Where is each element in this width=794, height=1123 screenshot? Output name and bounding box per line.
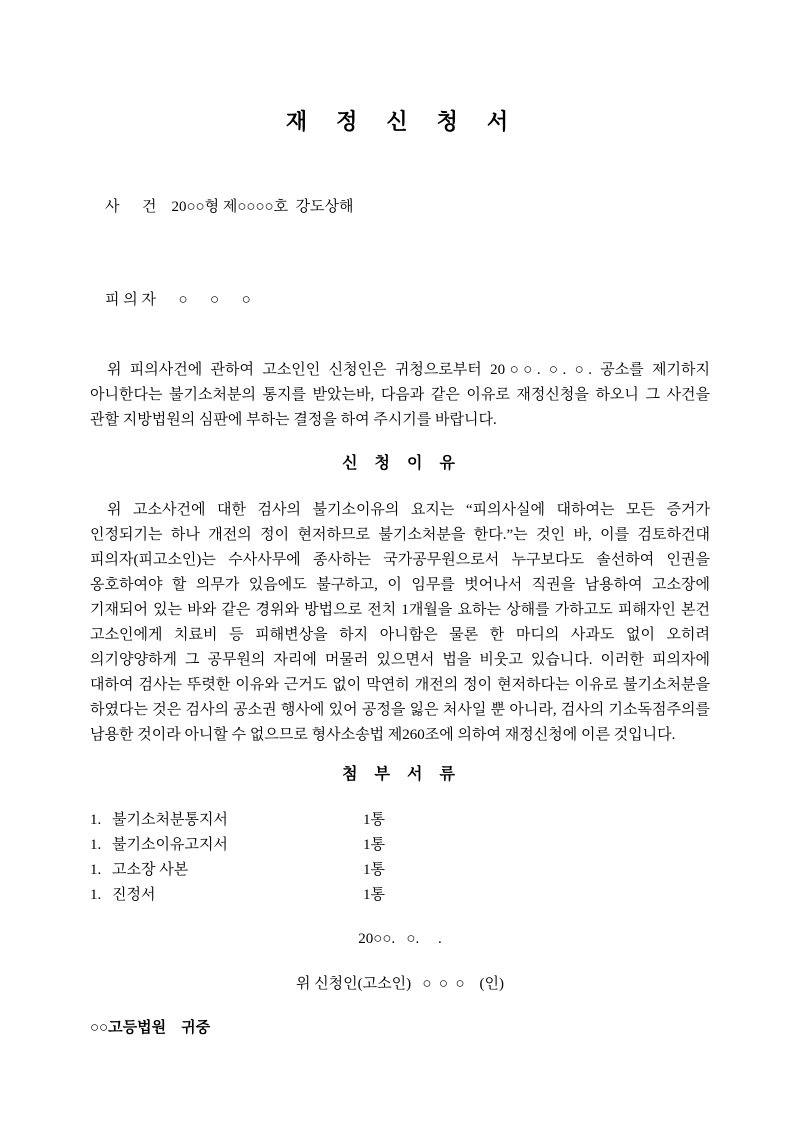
attachment-no: 1.: [90, 837, 102, 853]
intro-paragraph: 위 피의사건에 관하여 고소인인 신청인은 귀청으로부터 20○○. ○. ○. 공소를 제기하지 아니한다는 불기소처분의 통지를 받았는바, 다음과 같은 이유로 재정신청을 하오니 그 사건을 관할 지방법원의 심판에 부하는 결정을 하여 주시기를 바랍니다.: [90, 362, 710, 428]
case-value: 20○○형 제○○○○호 강도상해: [171, 199, 354, 215]
suspect-label-gap: [156, 292, 179, 308]
attachments-section-heading: 첨 부 서 류: [342, 766, 458, 783]
attachment-count: 1통: [363, 837, 385, 853]
attachment-no: 1.: [90, 887, 102, 903]
reason-section-heading: 신 청 이 유: [342, 455, 458, 472]
attachment-row: [90, 808, 710, 833]
attachments-list: [90, 808, 710, 908]
case-number-row: [90, 170, 710, 245]
attachment-name: 고소장 사본: [112, 862, 189, 878]
attachment-no: 1.: [90, 862, 102, 878]
reason-body-paragraph: 위 고소사건에 대한 검사의 불기소이유의 요지는 “피의사실에 대하여는 모든 증거가 인정되기는 하나 개전의 정이 현저하므로 불기소처분을 한다.”는 것인 바, 이를 검토하건대 피의자(피고소인)는 수사사무에 종사하는 국가공무원으로서 누구보다도 솔선하여 인권을 옹호하여야 할 의무가 있음에도 불구하고, 이 임무를 벗어나서 직권을 남용하여 고소장에 기재되어 있는 바와 같은 경위와 방법으로 전치 1개월을 요하는 상해를 가하고도 피해자인 본건 고소인에게 치료비 등 피해변상을 하지 아니함은 물론 한 마디의 사과도 없이 오히려 의기양양하게 그 공무원의 자리에 머물러 있으면서 법을 비웃고 있습니다. 이러한 피의자에 대하여 검사는 뚜렷한 이유와 근거도 없이 막연히 개전의 정이 현저하다는 이유로 불기소처분을 하였다는 것은 검사의 공소권 행사에 있어 공정을 잃은 처사일 뿐 아니라, 검사의 기소독점주의를 남용한 것이라 아니할 수 없으므로 형사소송법 제260조에 의하여 재정신청에 이른 것입니다.: [90, 502, 710, 743]
court-address-line: ○○고등법원 귀중: [90, 1020, 211, 1036]
attachment-no: 1.: [90, 812, 102, 828]
attachment-count: 1통: [363, 887, 385, 903]
attachment-name: 진정서: [112, 887, 156, 903]
attachment-row: [90, 833, 710, 858]
signer-line: 위 신청인(고소인) ○ ○ ○ (인): [295, 976, 505, 992]
case-label-gap: [156, 199, 171, 215]
suspect-row: [90, 263, 710, 338]
attachment-name: 불기소처분통지서: [112, 812, 228, 828]
suspect-label: 피 의 자: [105, 292, 156, 308]
suspect-value: ○ ○ ○: [178, 292, 251, 308]
case-label: 사 건: [105, 199, 157, 215]
document-title: 재 정 신 청 서: [285, 109, 515, 134]
attachment-row: [90, 883, 710, 908]
attachment-row: [90, 858, 710, 883]
attachment-count: 1통: [363, 812, 385, 828]
date-line: 20○○. ○. .: [358, 931, 442, 947]
attachment-count: 1통: [363, 862, 385, 878]
attachment-name: 불기소이유고지서: [112, 837, 228, 853]
